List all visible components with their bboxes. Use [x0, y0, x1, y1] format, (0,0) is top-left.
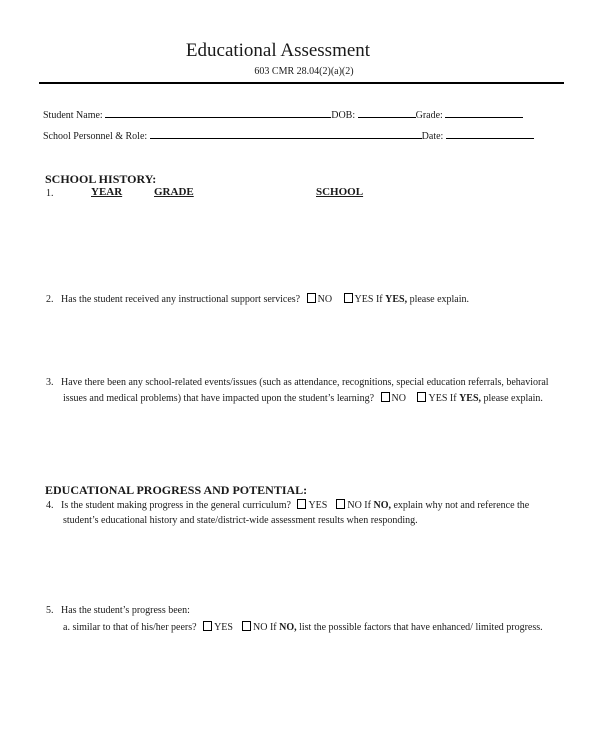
column-school: SCHOOL: [316, 186, 364, 198]
q4-no-label: NO: [347, 500, 362, 511]
grade-label: Grade:: [415, 110, 443, 121]
q5a-yes-checkbox[interactable]: [203, 621, 212, 631]
q2-tail: please explain.: [409, 294, 469, 305]
student-info-row: [43, 108, 523, 121]
q3-line2: issues and medical problems) that have impacted upon the student’s learning?: [63, 393, 375, 404]
date-field[interactable]: [446, 129, 534, 139]
question-4-line-2: student’s educational history and state/district-wide assessment results when responding.: [63, 515, 418, 526]
grade-field[interactable]: [445, 108, 523, 118]
q5a-no-label: NO: [252, 622, 268, 633]
q5a-if: If: [269, 622, 277, 633]
q5a-yes-label: YES: [214, 622, 233, 633]
q3-yes-checkbox[interactable]: [417, 392, 426, 402]
q5a-no-emphasis: NO,: [279, 622, 297, 633]
q2-yes-label: YES: [354, 294, 374, 305]
q5-number: 5.: [46, 605, 54, 616]
q2-no-checkbox[interactable]: [307, 293, 316, 303]
school-history-heading: SCHOOL HISTORY:: [45, 172, 157, 186]
q2-if: If: [375, 294, 383, 305]
student-name-field[interactable]: [105, 108, 331, 118]
q4-yes-checkbox[interactable]: [297, 499, 306, 509]
q5a-tail: list the possible factors that have enhanced/ limited progress.: [299, 622, 543, 633]
q4-no-emphasis: NO,: [373, 500, 391, 511]
dob-field[interactable]: [358, 108, 416, 118]
q5a-no-checkbox[interactable]: [242, 621, 251, 631]
q5a-text: a. similar to that of his/her peers?: [63, 622, 197, 633]
header-rule: [39, 82, 564, 84]
q3-no-label: NO: [391, 393, 406, 404]
q4-if: If: [364, 500, 371, 511]
form-citation: 603 CMR 28.04(2)(a)(2): [254, 66, 354, 77]
q4-text: Is the student making progress in the general curriculum?: [61, 500, 291, 511]
q4-number: 4.: [46, 500, 54, 511]
q2-text: Has the student received any instructional support services?: [61, 294, 301, 305]
question-3-line-2: [63, 392, 543, 404]
personnel-row: [43, 129, 534, 142]
q3-no-checkbox[interactable]: [381, 392, 390, 402]
q3-yes-label: YES: [428, 393, 448, 404]
q3-yes-emphasis: YES,: [459, 393, 482, 404]
dob-label: DOB:: [331, 110, 356, 121]
item-1-number: 1.: [46, 188, 54, 199]
question-2: [46, 293, 469, 305]
question-4-line-1: [46, 499, 529, 511]
question-5: [46, 605, 190, 616]
column-grade: GRADE: [154, 186, 194, 198]
q2-yes-checkbox[interactable]: [344, 293, 353, 303]
school-personnel-field[interactable]: [150, 129, 422, 139]
q2-yes-emphasis: YES,: [385, 294, 408, 305]
q5-text: Has the student’s progress been:: [61, 605, 190, 616]
q2-number: 2.: [46, 294, 54, 305]
progress-heading: EDUCATIONAL PROGRESS AND POTENTIAL:: [45, 483, 308, 497]
question-5a: [63, 621, 543, 633]
form-title: Educational Assessment: [185, 40, 371, 61]
q3-line1: Have there been any school-related events/issues (such as attendance, recognitions, special education referrals, behavioral: [61, 377, 549, 388]
q4-yes-label: YES: [308, 500, 328, 511]
student-name-label: Student Name:: [43, 110, 103, 121]
q3-number: 3.: [46, 377, 54, 388]
question-3-line-1: [46, 377, 549, 388]
q4-no-checkbox[interactable]: [336, 499, 345, 509]
date-label: Date:: [421, 131, 444, 142]
column-year: YEAR: [91, 186, 123, 198]
q2-no-label: NO: [317, 294, 333, 305]
q3-if: If: [449, 393, 457, 404]
school-personnel-label: School Personnel & Role:: [43, 131, 148, 142]
q3-tail: please explain.: [483, 393, 543, 404]
q4-tail: explain why not and reference the: [393, 500, 530, 511]
